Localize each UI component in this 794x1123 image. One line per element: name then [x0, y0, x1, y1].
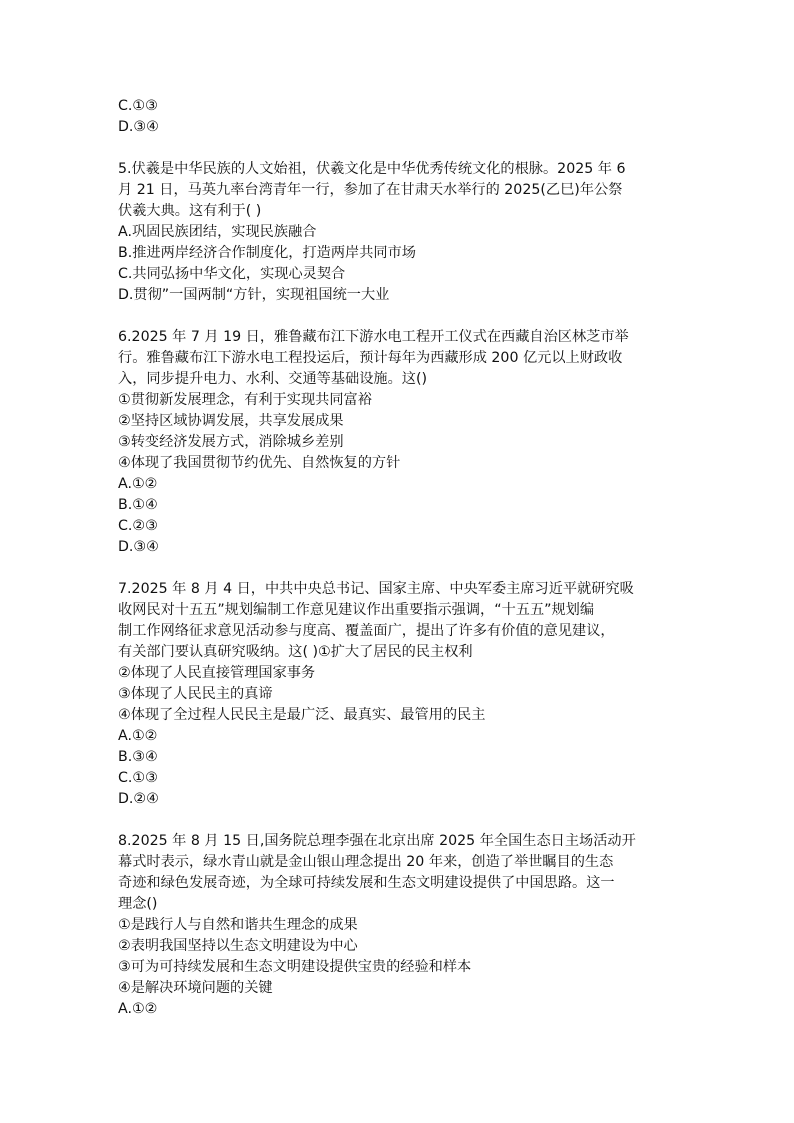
option-line: A.①②	[118, 728, 158, 744]
option-line: C.②③	[118, 518, 158, 534]
question-7-stem: 收网民对十五五”规划编制工作意见建议作出重要指示强调，“十五五”规划编	[118, 602, 595, 618]
question-7-stem: 有关部门要认真研究吸纳。这( )①扩大了居民的民主权利	[118, 644, 473, 660]
statement-line: ②坚持区域协调发展，共享发展成果	[118, 413, 344, 429]
option-line: B.推进两岸经济合作制度化，打造两岸共同市场	[118, 245, 416, 261]
question-6-stem: 6.2025 年 7 月 19 日，雅鲁藏布江下游水电工程开工仪式在西藏自治区林芝市举	[118, 329, 629, 345]
option-line: A.①②	[118, 476, 158, 492]
option-line: D.③④	[118, 119, 159, 135]
option-line: B.③④	[118, 749, 158, 765]
statement-line: ④是解决环境问题的关键	[118, 980, 273, 996]
paragraph-gap	[118, 138, 684, 159]
question-7-stem: 7.2025 年 8 月 4 日，中共中央总书记、国家主席、中央军委主席习近平就研究吸	[118, 581, 634, 597]
statement-line: ②表明我国坚持以生态文明建设为中心	[118, 938, 358, 954]
question-6-stem: 行。雅鲁藏布江下游水电工程投运后，预计每年为西藏形成 200 亿元以上财政收	[118, 350, 623, 366]
question-5-stem: 伏羲大典。这有利于( )	[118, 203, 262, 219]
option-line: C.①③	[118, 98, 158, 114]
statement-line: ①贯彻新发展理念，有利于实现共同富裕	[118, 392, 372, 408]
option-line: D.②④	[118, 791, 159, 807]
question-5-stem: 月 21 日，马英九率台湾青年一行，参加了在甘肃天水举行的 2025(乙巳)年公祭	[118, 182, 623, 198]
document-page	[118, 96, 684, 1020]
option-line: A.巩固民族团结，实现民族融合	[118, 224, 317, 240]
statement-line: ④体现了我国贯彻节约优先、自然恢复的方针	[118, 455, 401, 471]
question-8-stem: 奇迹和绿色发展奇迹，为全球可持续发展和生态文明建设提供了中国思路。这一	[118, 875, 615, 891]
statement-line: ④体现了全过程人民民主是最广泛、最真实、最管用的民主	[118, 707, 486, 723]
statement-line: ③可为可持续发展和生态文明建设提供宝贵的经验和样本	[118, 959, 472, 975]
question-8-stem: 理念()	[118, 896, 158, 912]
paragraph-gap	[118, 306, 684, 327]
question-6-stem: 入，同步提升电力、水利、交通等基础设施。这()	[118, 371, 428, 387]
option-line: B.①④	[118, 497, 158, 513]
option-line: D.贯彻”一国两制“方针，实现祖国统一大业	[118, 287, 390, 303]
question-8-stem: 8.2025 年 8 月 15 日,国务院总理李强在北京出席 2025 年全国生态日主场活动开	[118, 833, 636, 849]
statement-line: ①是践行人与自然和谐共生理念的成果	[118, 917, 358, 933]
option-line: D.③④	[118, 539, 159, 555]
option-line: C.①③	[118, 770, 158, 786]
statement-line: ②体现了人民直接管理国家事务	[118, 665, 316, 681]
question-8-stem: 幕式时表示，绿水青山就是金山银山理念提出 20 年来，创造了举世瞩目的生态	[118, 854, 614, 870]
option-line: C.共同弘扬中华文化，实现心灵契合	[118, 266, 346, 282]
paragraph-gap	[118, 810, 684, 831]
option-line: A.①②	[118, 1001, 158, 1017]
question-5-stem: 5.伏羲是中华民族的人文始祖，伏羲文化是中华优秀传统文化的根脉。2025 年 6	[118, 161, 626, 177]
statement-line: ③转变经济发展方式，消除城乡差别	[118, 434, 344, 450]
paragraph-gap	[118, 558, 684, 579]
statement-line: ③体现了人民民主的真谛	[118, 686, 273, 702]
question-7-stem: 制工作网络征求意见活动参与度高、覆盖面广，提出了许多有价值的意见建议，	[118, 623, 615, 639]
